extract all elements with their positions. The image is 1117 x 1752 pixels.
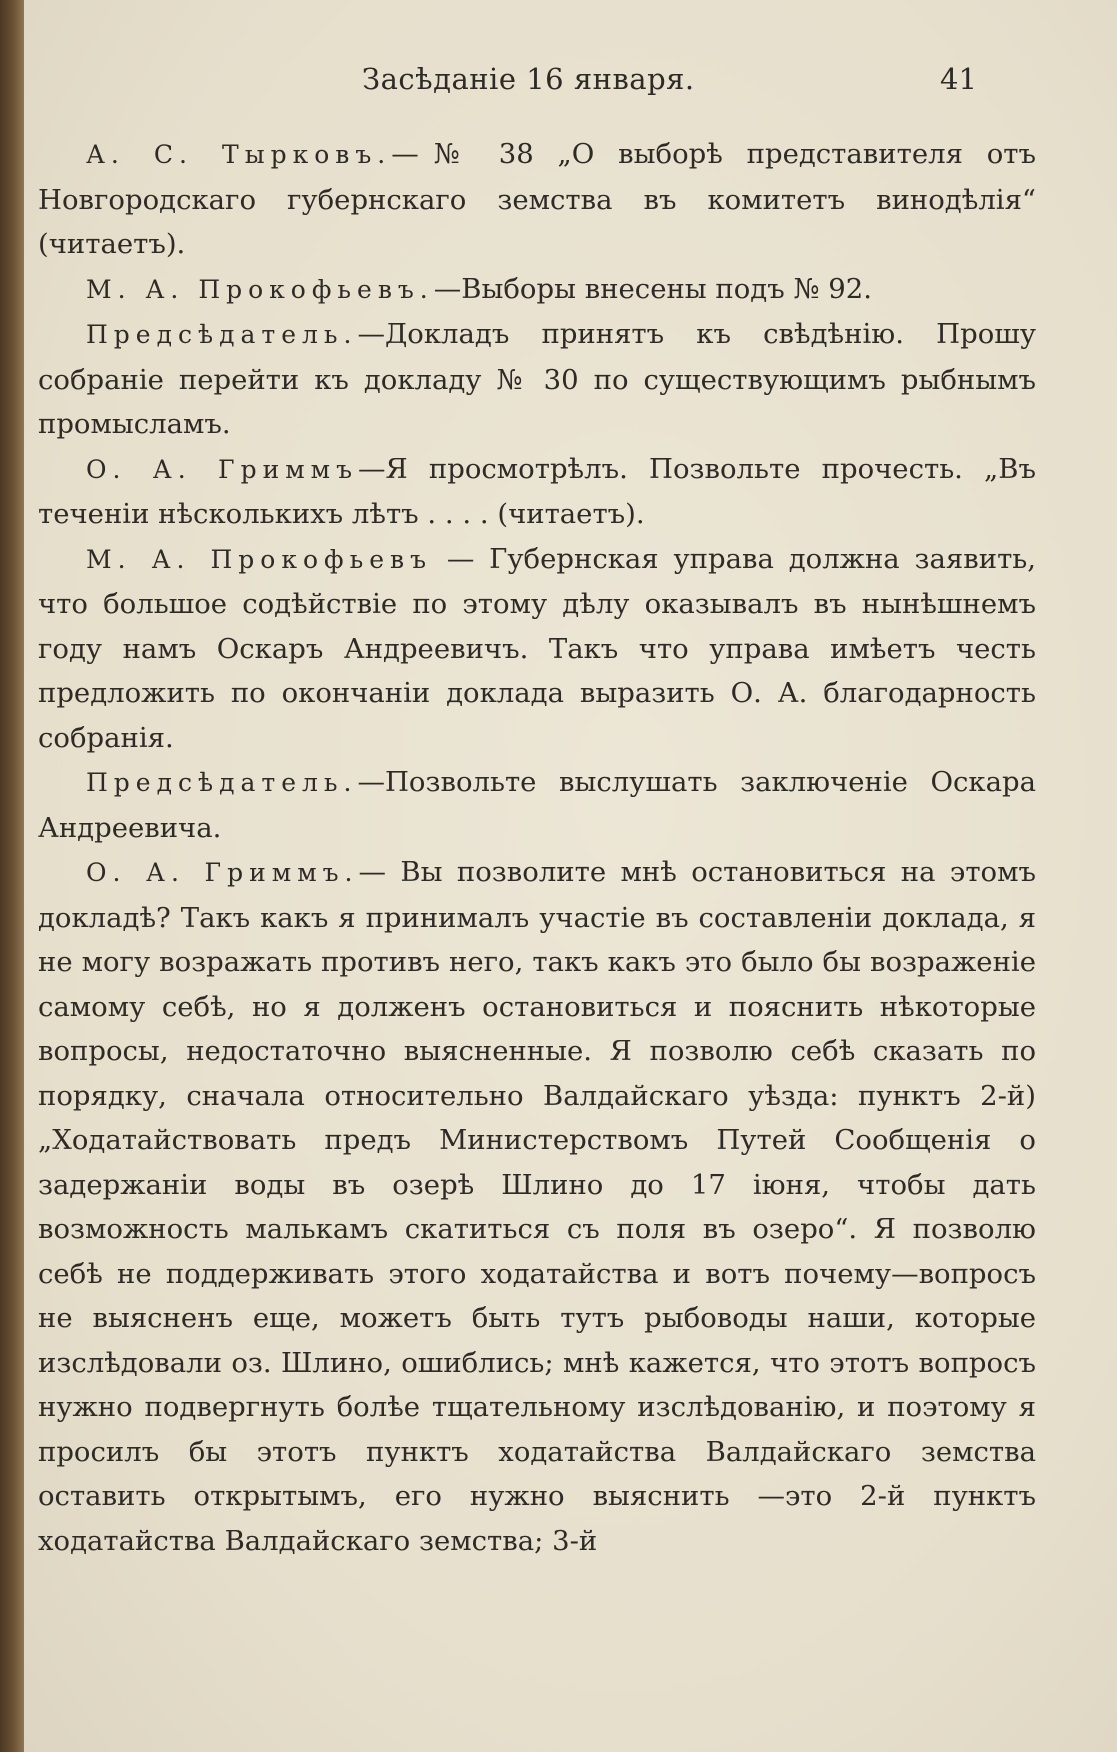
book-page [24,0,1117,1752]
speaker-name: Предсѣдатель. [86,320,358,349]
page-number: 41 [940,62,977,96]
paragraph-prokofiev-1 [38,267,1036,313]
paragraph-grimm-2 [38,850,1036,1563]
paragraph-tyrkov [38,132,1036,267]
speech-text: —№ 38 „О выборѣ представителя отъ Новгородскаго губернскаго земства въ комитетъ винодѣлія“ (читаетъ). [38,138,1037,260]
paragraph-chairman-1 [38,312,1036,447]
speech-text: —Докладъ принятъ къ свѣдѣнію. Прошу собраніе перейти къ докладу № 30 по существующимъ рыбнымъ промысламъ. [38,318,1036,440]
page-body [38,132,1036,1563]
paragraph-grimm-1 [38,447,1036,537]
speaker-name: О. А. Гриммъ. [86,858,359,887]
speech-text: — Губернская управа должна заявить, что большое содѣйствіе по этому дѣлу оказывалъ въ нынѣшнемъ году намъ Оскаръ Андреевичъ. Такъ что управа имѣетъ честь предложить по окончаніи доклада выразить О. А. благодарность собранія. [38,542,1036,754]
speech-text: —Я просмотрѣлъ. Позвольте прочесть. „Въ теченіи нѣсколькихъ лѣтъ . . . . (читаетъ). [38,452,1037,530]
speaker-name: А. С. Тырковъ. [86,140,392,169]
running-title: Засѣданіе 16 января. [362,62,695,96]
book-spine-edge [0,0,24,1752]
speaker-name: Предсѣдатель. [86,768,358,797]
speaker-name: О. А. Гриммъ [86,454,359,484]
speaker-name: М. А. Прокофьевъ [86,544,432,574]
speech-text: — Вы позволите мнѣ остановиться на этомъ докладѣ? Такъ какъ я принималъ участіе въ составленіи доклада, я не могу возражать противъ него, такъ какъ это было бы возраженіе самому себѣ, но я долженъ остановиться и пояснить нѣкоторые вопросы, недостаточно выясненные. Я позволю себѣ сказать по порядку, сначала относительно Валдайскаго уѣзда: пунктъ 2-й) „Ходатайствовать предъ Министерствомъ Путей Сообщенія о задержаніи воды въ озерѣ Шлино до 17 іюня, чтобы дать возможность малькамъ скатиться съ поля въ озеро“. Я позволю себѣ не поддерживать этого ходатайства и вотъ почему—вопросъ не выясненъ еще, можетъ быть тутъ рыбоводы наши, которые изслѣдовали оз. Шлино, ошиблись; мнѣ кажется, что этотъ вопросъ нужно подвергнуть болѣе тщательному изслѣдованію, и поэтому я просилъ бы этотъ пунктъ ходатайства Валдайскаго земства оставить открытымъ, его нужно выяснить —это 2-й пунктъ ходатайства Валдайскаго земства; 3-й [38,856,1036,1557]
speaker-name: М. А. Прокофьевъ. [86,274,434,304]
page-header [24,58,1117,108]
paragraph-chairman-2 [38,760,1036,850]
speech-text: —Выборы внесены подъ № 92. [433,272,872,305]
paragraph-prokofiev-2 [38,537,1036,761]
speech-text: —Позвольте выслушать заключеніе Оскара Андреевича. [38,766,1036,844]
